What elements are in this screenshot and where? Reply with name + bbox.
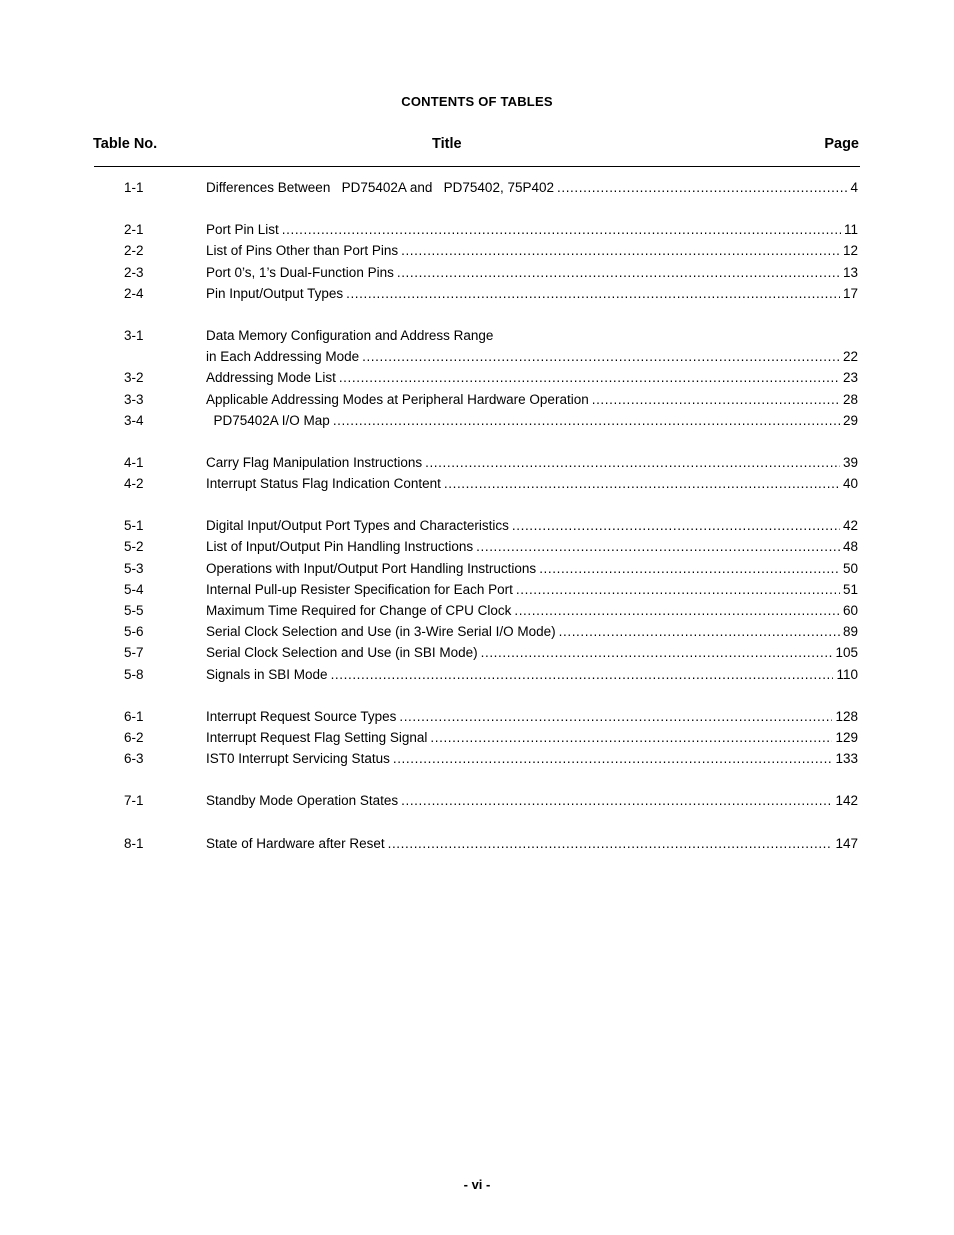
page-number: 89	[842, 624, 858, 640]
table-number: 2-1	[124, 222, 144, 238]
toc-entry[interactable]	[0, 558, 954, 579]
dot-leader	[481, 642, 833, 663]
dot-leader	[592, 389, 840, 410]
table-title: Maximum Time Required for Change of CPU Clock	[206, 603, 512, 618]
table-title: Pin Input/Output Types	[206, 285, 344, 301]
page-number: 142	[835, 793, 858, 809]
toc-entry[interactable]	[0, 833, 954, 854]
toc-entry[interactable]	[0, 579, 954, 600]
table-title: Addressing Mode List	[206, 370, 336, 386]
table-title: Serial Clock Selection and Use (in SBI Mode)	[206, 645, 478, 661]
toc-entry-line	[206, 219, 858, 240]
table-number: 3-4	[124, 412, 144, 428]
table-title: List of Pins Other than Port Pins	[206, 243, 399, 259]
table-number: 5-3	[124, 560, 144, 576]
table-title: Standby Mode Operation States	[206, 793, 399, 809]
table-number: 5-1	[124, 518, 144, 534]
toc-entry[interactable]	[0, 177, 954, 198]
toc-entry-line	[206, 600, 858, 621]
table-number: 6-3	[124, 751, 144, 767]
table-title: Signals in SBI Mode	[206, 666, 328, 682]
page-number: 11	[843, 222, 858, 238]
dot-leader	[430, 727, 832, 748]
toc-entry-line	[206, 177, 858, 198]
toc-entry[interactable]	[0, 410, 954, 431]
page-number: 105	[835, 645, 858, 661]
toc-entry[interactable]	[0, 219, 954, 240]
table-number: 7-1	[124, 793, 144, 809]
page-number: 128	[835, 708, 858, 724]
column-header-table-no: Table No.	[93, 136, 158, 152]
toc-entry-line	[206, 621, 858, 642]
toc-entry-line	[206, 579, 858, 600]
dot-leader	[401, 790, 832, 811]
toc-entry-line	[206, 536, 858, 557]
table-title: Serial Clock Selection and Use (in 3-Wire Serial I/O Mode)	[206, 624, 556, 640]
toc-group	[0, 177, 954, 198]
dot-leader	[516, 579, 840, 600]
dot-leader	[393, 748, 833, 769]
table-number: 1-1	[124, 180, 144, 195]
toc-group	[0, 325, 954, 431]
toc-entry-line	[206, 664, 858, 685]
table-title: Digital Input/Output Port Types and Characteristics	[206, 518, 509, 534]
table-title: Port Pin List	[206, 222, 279, 238]
page-number: 17	[842, 285, 858, 301]
table-number: 8-1	[124, 835, 144, 851]
table-title: PD75402A I/O Map	[206, 412, 330, 428]
header-divider	[94, 166, 860, 167]
toc-entry-continuation[interactable]	[0, 346, 954, 367]
toc-entry[interactable]	[0, 664, 954, 685]
table-number: 2-4	[124, 285, 144, 301]
toc-entry-line	[206, 642, 858, 663]
table-number: 5-4	[124, 581, 144, 597]
page-number: 40	[842, 476, 858, 492]
toc-entry-line	[206, 706, 858, 727]
page-number: 48	[842, 539, 858, 555]
dot-leader	[331, 664, 834, 685]
toc-entry[interactable]	[0, 325, 954, 346]
dot-leader	[401, 240, 840, 261]
page-number: 22	[842, 349, 858, 365]
table-number: 3-3	[124, 391, 144, 407]
table-title: Interrupt Status Flag Indication Content	[206, 476, 441, 492]
dot-leader	[362, 346, 840, 367]
toc-entry[interactable]	[0, 262, 954, 283]
table-number: 5-8	[124, 666, 144, 682]
toc-entry[interactable]	[0, 473, 954, 494]
page-number: 39	[842, 454, 858, 470]
table-number: 3-2	[124, 370, 144, 386]
dot-leader	[333, 410, 840, 431]
table-number: 4-2	[124, 476, 144, 492]
page-number: 133	[835, 751, 858, 767]
page-number-footer: - vi -	[463, 1177, 491, 1192]
page-number: 147	[835, 835, 858, 851]
toc-entry-line	[206, 790, 858, 811]
page-heading: CONTENTS OF TABLES	[401, 94, 553, 109]
toc-entry-line	[206, 283, 858, 304]
toc-entry-line	[206, 473, 858, 494]
toc-entry-line	[206, 558, 858, 579]
toc-entry[interactable]	[0, 367, 954, 388]
dot-leader	[557, 177, 847, 198]
toc-entry-line	[206, 367, 858, 388]
toc-entry[interactable]	[0, 283, 954, 304]
toc-entry-line	[206, 833, 858, 854]
dot-leader	[514, 600, 840, 621]
table-title: IST0 Interrupt Servicing Status	[206, 751, 390, 767]
table-number: 5-7	[124, 645, 144, 661]
column-header-title: Title	[432, 136, 462, 152]
dot-leader	[559, 621, 840, 642]
toc-entry[interactable]	[0, 748, 954, 769]
toc-entry[interactable]	[0, 727, 954, 748]
page-number: 13	[842, 264, 858, 280]
toc-entry[interactable]	[0, 621, 954, 642]
toc-entry-line	[206, 389, 858, 410]
toc-entry-line	[206, 452, 858, 473]
toc-entry-line	[206, 325, 858, 346]
toc-entry[interactable]	[0, 452, 954, 473]
dot-leader	[399, 706, 832, 727]
page-number: 60	[842, 603, 858, 618]
toc-entry-line	[206, 410, 858, 431]
table-number: 3-1	[124, 327, 144, 343]
page-number: 110	[836, 666, 858, 682]
page-number: 23	[842, 370, 858, 386]
table-number: 6-1	[124, 708, 144, 724]
dot-leader	[444, 473, 840, 494]
toc-entry-line	[206, 515, 858, 536]
table-number: 2-2	[124, 243, 144, 259]
page-number: 129	[835, 729, 858, 745]
dot-leader	[282, 219, 841, 240]
table-title: Operations with Input/Output Port Handling Instructions	[206, 560, 537, 576]
toc-group	[0, 219, 954, 304]
table-title: Data Memory Configuration and Address Range	[206, 327, 494, 343]
toc-entry[interactable]	[0, 536, 954, 557]
dot-leader	[346, 283, 840, 304]
dot-leader	[476, 536, 840, 557]
table-title: Interrupt Request Flag Setting Signal	[206, 729, 428, 745]
toc-group	[0, 833, 954, 854]
page-number: 42	[842, 518, 858, 534]
toc-group	[0, 515, 954, 685]
toc-entry-line	[206, 262, 858, 283]
table-title: Differences Between PD75402A and PD75402, 75P402	[206, 180, 554, 195]
table-title: Carry Flag Manipulation Instructions	[206, 454, 423, 470]
toc-entry[interactable]	[0, 515, 954, 536]
table-of-contents-list	[0, 177, 954, 875]
dot-leader	[425, 452, 840, 473]
table-number: 2-3	[124, 264, 144, 280]
page-number: 51	[842, 581, 858, 597]
toc-entry-line	[206, 748, 858, 769]
table-title: State of Hardware after Reset	[206, 835, 385, 851]
page-number: 50	[842, 560, 858, 576]
toc-group	[0, 452, 954, 494]
page-number: 28	[842, 391, 858, 407]
dot-leader	[512, 515, 840, 536]
toc-group	[0, 790, 954, 811]
toc-entry[interactable]	[0, 642, 954, 663]
toc-entry[interactable]	[0, 389, 954, 410]
toc-group	[0, 706, 954, 770]
table-number: 6-2	[124, 729, 144, 745]
page-number: 29	[842, 412, 858, 428]
toc-entry[interactable]	[0, 706, 954, 727]
toc-entry[interactable]	[0, 790, 954, 811]
table-title-continuation: in Each Addressing Mode	[206, 349, 360, 365]
dot-leader	[339, 367, 840, 388]
page-number: 12	[842, 243, 858, 259]
column-header-page: Page	[824, 136, 859, 152]
toc-entry-line	[206, 346, 858, 367]
toc-entry-line	[206, 240, 858, 261]
toc-entry-line	[206, 727, 858, 748]
table-title: Interrupt Request Source Types	[206, 708, 397, 724]
table-title: Port 0’s, 1’s Dual-Function Pins	[206, 264, 394, 280]
table-number: 5-2	[124, 539, 144, 555]
table-number: 5-6	[124, 624, 144, 640]
dot-leader	[388, 833, 833, 854]
toc-entry[interactable]	[0, 600, 954, 621]
table-number: 5-5	[124, 603, 144, 618]
table-title: Applicable Addressing Modes at Peripheral Hardware Operation	[206, 391, 589, 407]
table-title: List of Input/Output Pin Handling Instructions	[206, 539, 474, 555]
toc-entry[interactable]	[0, 240, 954, 261]
table-title: Internal Pull-up Resister Specification for Each Port	[206, 581, 513, 597]
dot-leader	[539, 558, 840, 579]
dot-leader	[397, 262, 840, 283]
page-number: 4	[850, 180, 858, 195]
table-number: 4-1	[124, 454, 144, 470]
